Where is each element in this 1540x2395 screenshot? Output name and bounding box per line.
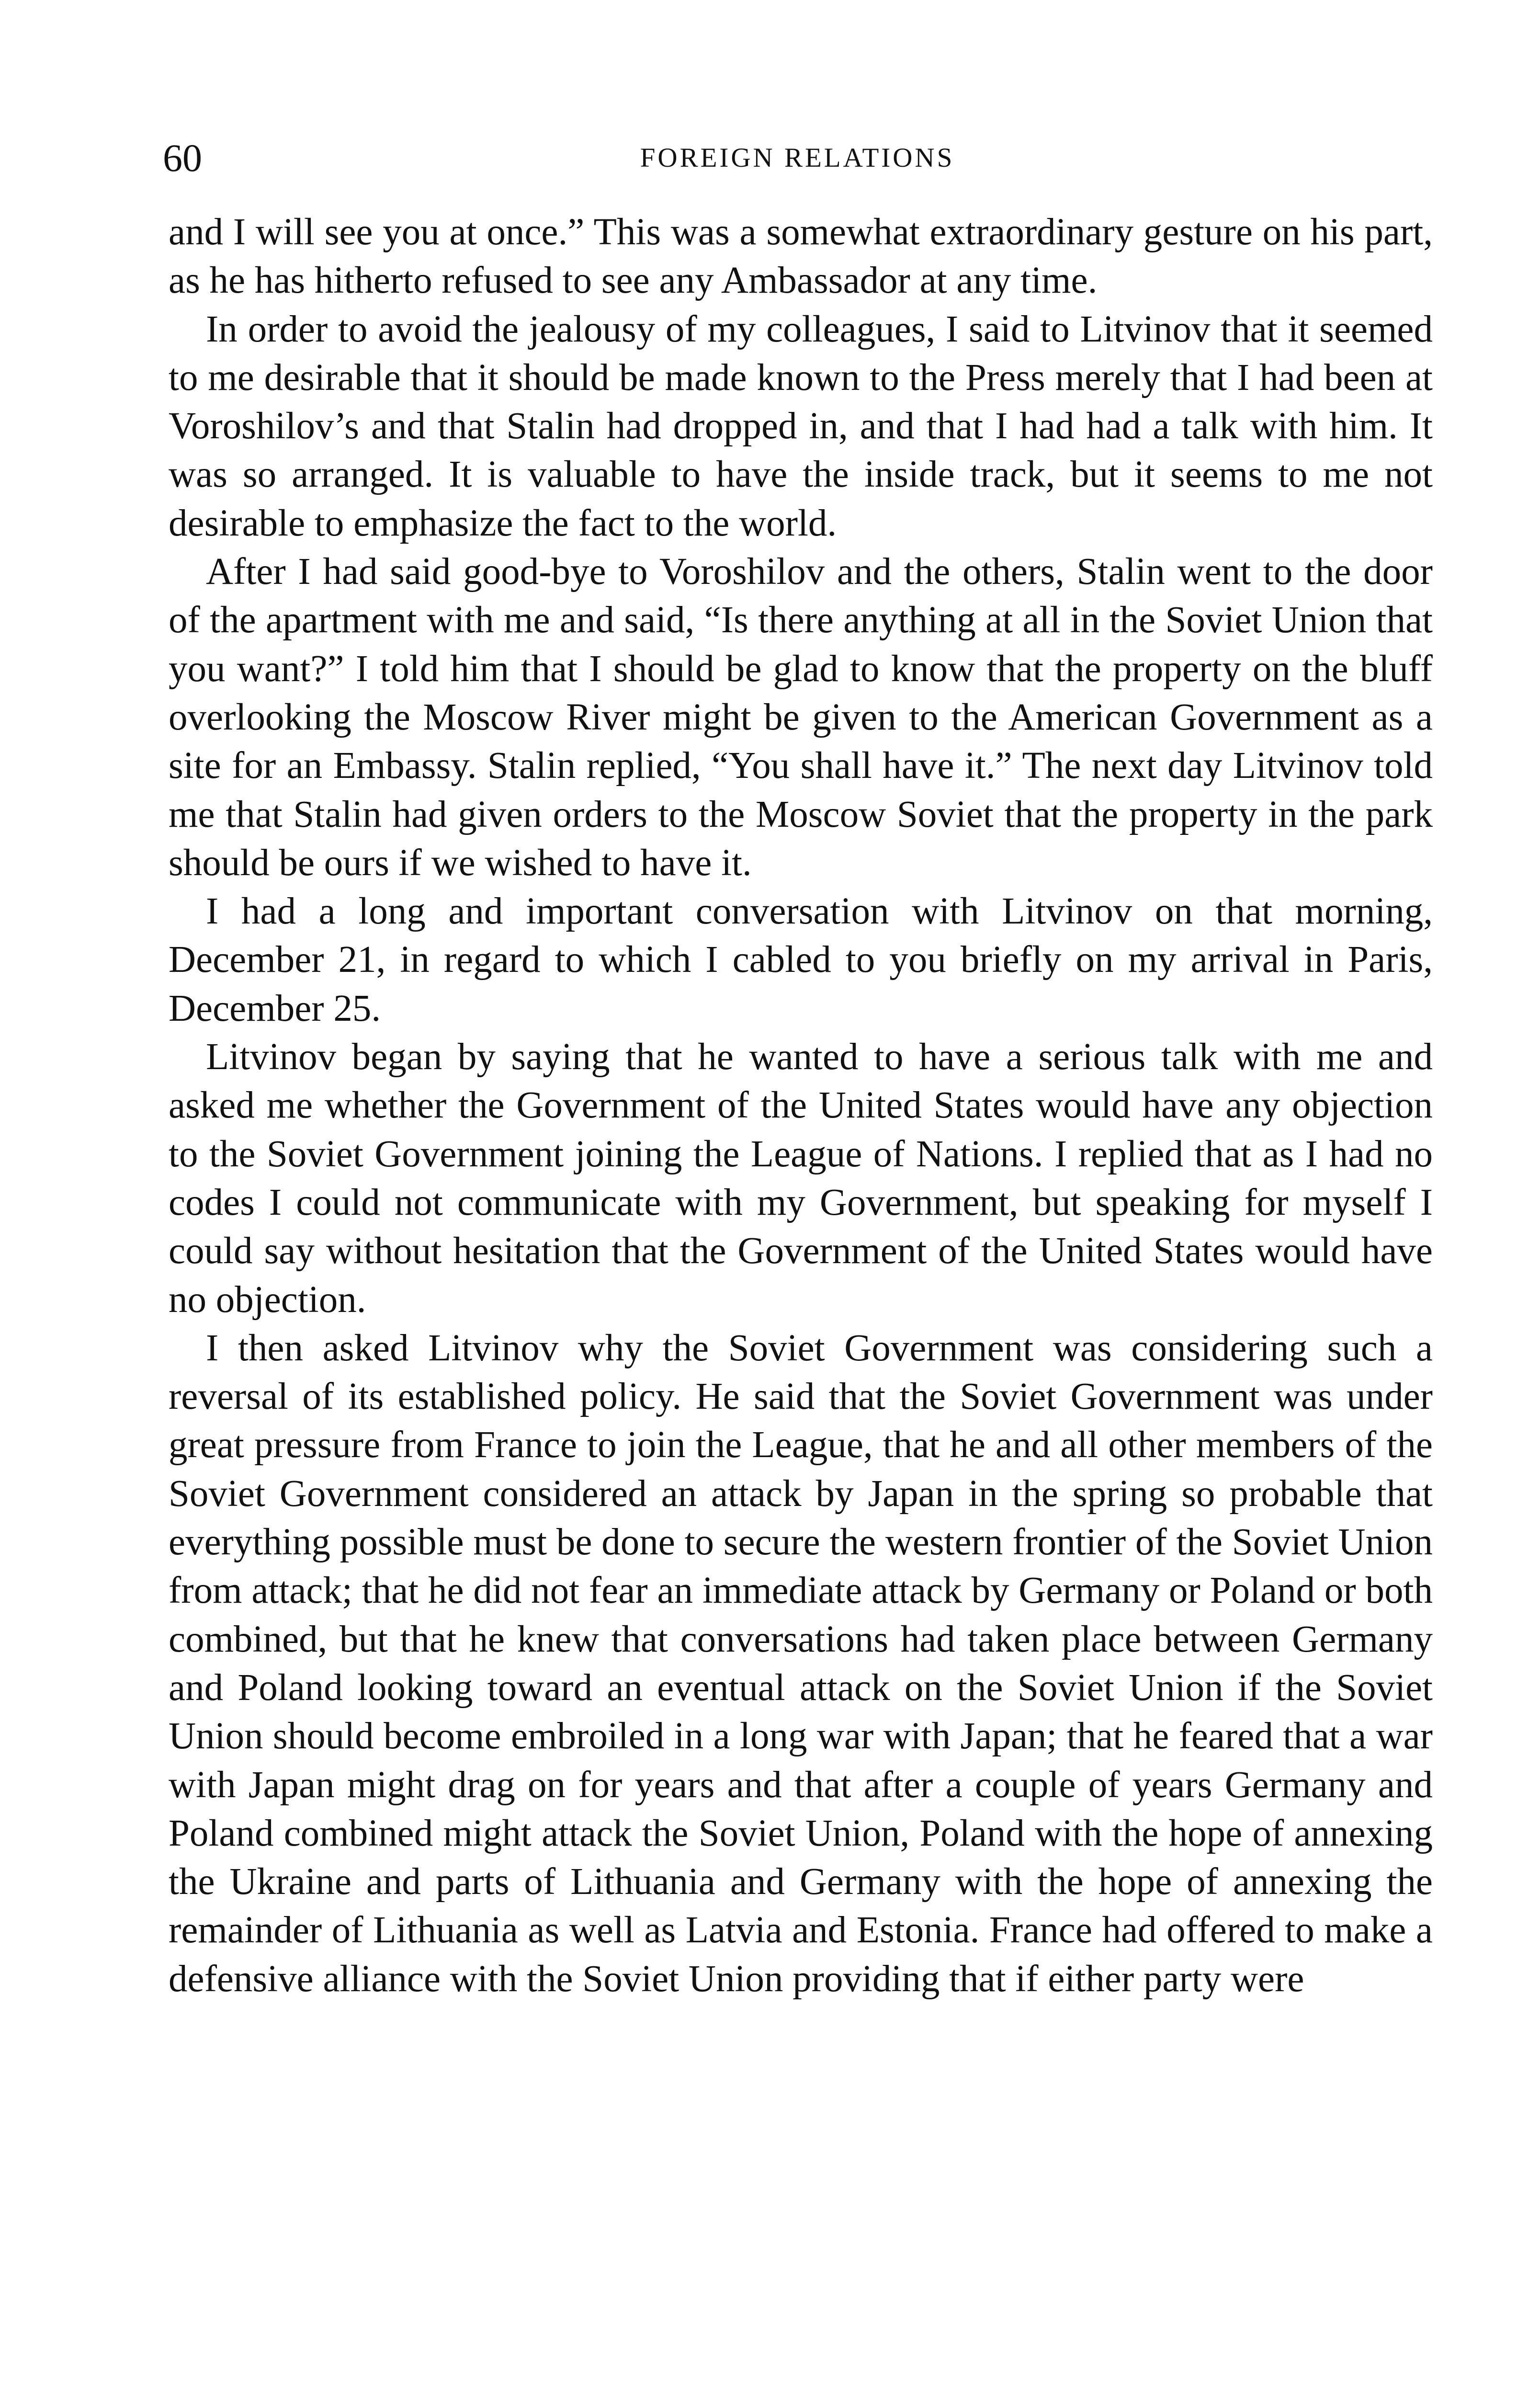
paragraph: I had a long and important conversation with Litvinov on that morning, December 21, in regard to which I cabled to you briefly on my arrival in Paris, December 25.	[169, 890, 1433, 1029]
page-number: 60	[163, 136, 202, 180]
body-text	[169, 208, 1433, 2003]
page-header	[163, 129, 1432, 187]
paragraph: In order to avoid the jealousy of my colleagues, I said to Litvinov that it seemed to me desirable that it should be made known to the Press merely that I had been at Voroshilov’s and that Stalin had dropped in, and that I had had a talk with him. It was so arranged. It is valuable to have the inside track, but it seems to me not desirable to emphasize the fact to the world.	[169, 308, 1433, 544]
paragraph: Litvinov began by saying that he wanted to have a serious talk with me and asked me whether the Government of the United States would have any objection to the Soviet Government joining the League of Nations. I replied that as I had no codes I could not communicate with my Government, but speaking for myself I could say without hesitation that the Government of the United States would have no objection.	[169, 1036, 1433, 1321]
paragraph-continued: and I will see you at once.” This was a somewhat extraordinary gesture on his part, as he has hitherto refused to see any Ambassador at any time.	[169, 211, 1433, 302]
running-title: FOREIGN RELATIONS	[640, 143, 955, 173]
paragraph: After I had said good-bye to Voroshilov and the others, Stalin went to the door of the apartment with me and said, “Is there anything at all in the Soviet Union that you want?” I told him that I should be glad to know that the property on the bluff overlooking the Moscow River might be given to the American Government as a site for an Embassy. Stalin replied, “You shall have it.” The next day Litvinov told me that Stalin had given orders to the Moscow Soviet that the property in the park should be ours if we wished to have it.	[169, 551, 1433, 884]
paragraph: I then asked Litvinov why the Soviet Government was considering such a reversal of its established policy. He said that the Soviet Government was under great pressure from France to join the League, that he and all other members of the Soviet Government considered an attack by Japan in the spring so probable that everything possible must be done to secure the western frontier of the Soviet Union from attack; that he did not fear an immediate attack by Germany or Poland or both combined, but that he knew that conversations had taken place between Germany and Poland looking toward an eventual attack on the Soviet Union if the Soviet Union should become embroiled in a long war with Japan; that he feared that a war with Japan might drag on for years and that after a couple of years Germany and Poland combined might attack the Soviet Union, Poland with the hope of annexing the Ukraine and parts of Lithuania and Germany with the hope of annexing the remainder of Lithuania as well as Latvia and Estonia. France had offered to make a defensive alliance with the Soviet Union providing that if either party were	[169, 1327, 1433, 2000]
